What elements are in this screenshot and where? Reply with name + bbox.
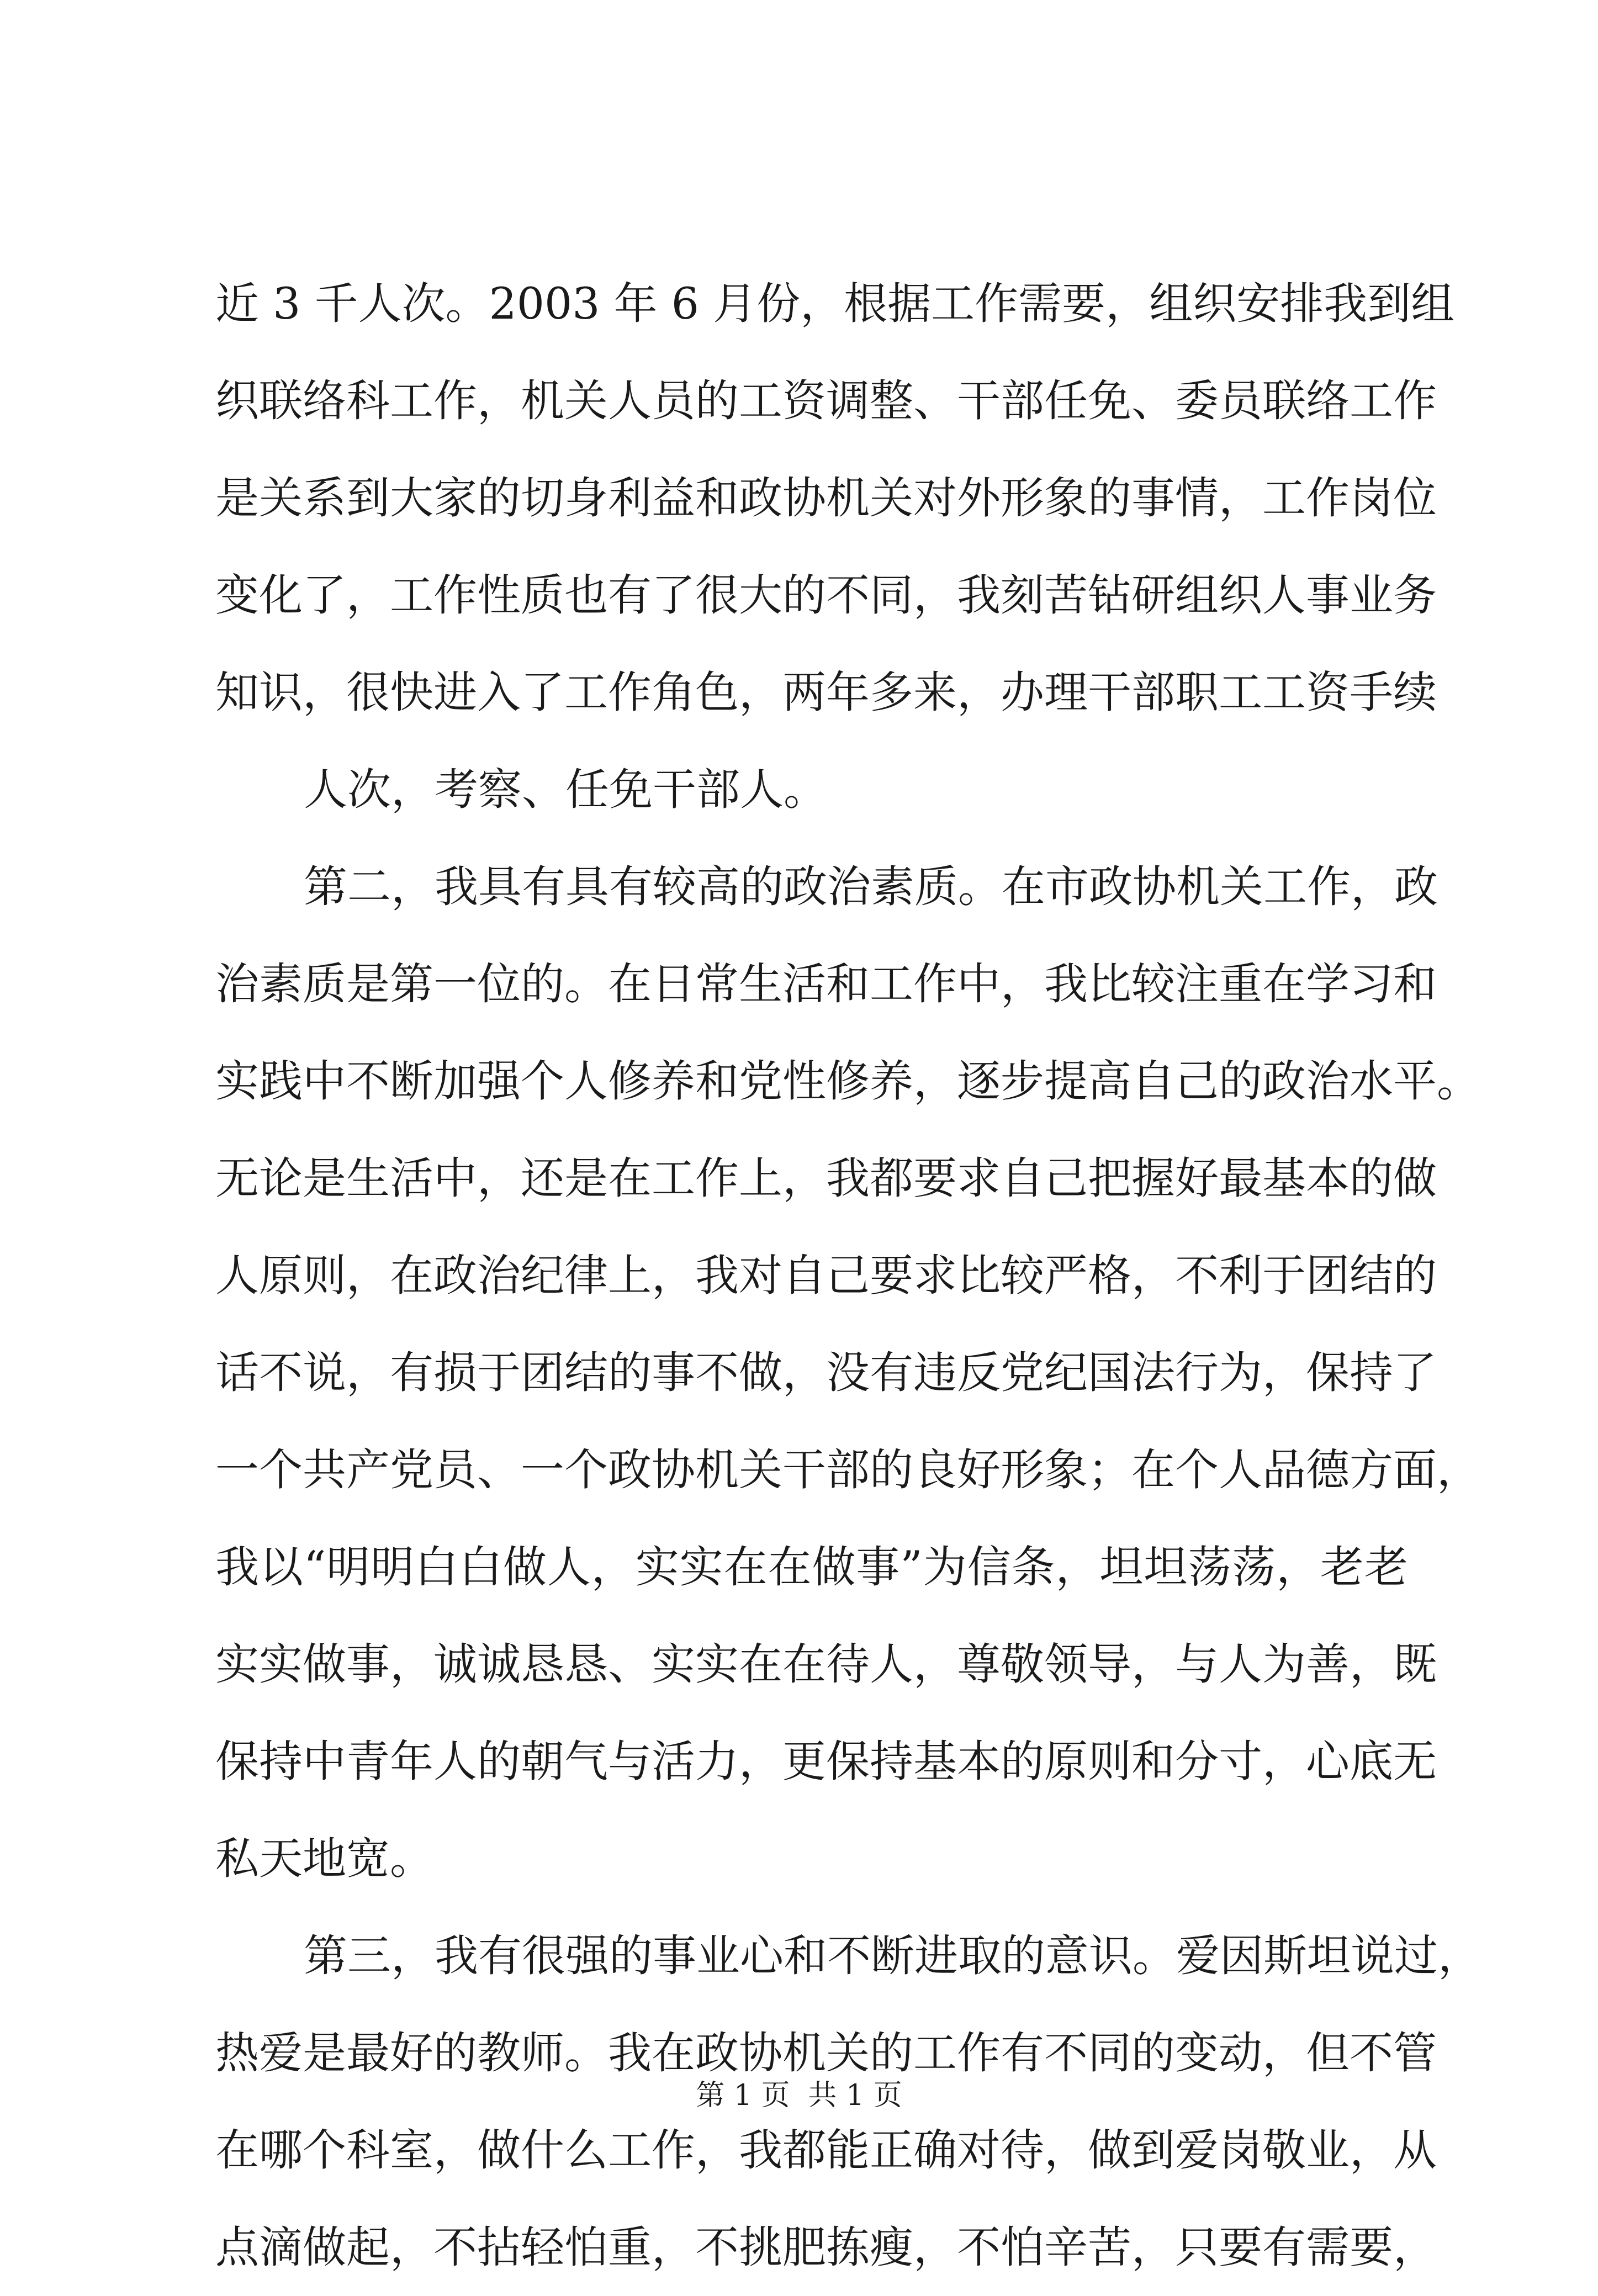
text-line: 第二，我具有具有较高的政治素质。在市政协机关工作，政 bbox=[304, 861, 1438, 912]
page-footer: 第 1 页 共 1 页 bbox=[696, 2079, 902, 2112]
text-line: 第三，我有很强的事业心和不断进取的意识。爱因斯坦说过， bbox=[304, 1930, 1481, 1981]
text-line: 近 3 千人次。2003 年 6 月份，根据工作需要，组织安排我到组 bbox=[215, 278, 1455, 329]
text-line: 织联络科工作，机关人员的工资调整、干部任免、委员联络工作 bbox=[215, 375, 1437, 426]
text-line: 点滴做起，不拈轻怕重，不挑肥拣瘦，不怕辛苦，只要有需要， bbox=[215, 2222, 1437, 2273]
text-line: 无论是生活中，还是在工作上，我都要求自己把握好最基本的做 bbox=[215, 1153, 1437, 1204]
text-line: 在哪个科室，做什么工作，我都能正确对待，做到爱岗敬业，从 bbox=[215, 2125, 1437, 2176]
text-line: 实践中不断加强个人修养和党性修养，逐步提高自己的政治水平。 bbox=[215, 1056, 1480, 1107]
text-line: 话不说，有损于团结的事不做，没有违反党纪国法行为，保持了 bbox=[215, 1347, 1437, 1398]
body-text bbox=[215, 255, 1481, 2296]
text-line: 是关系到大家的切身利益和政协机关对外形象的事情，工作岗位 bbox=[215, 473, 1437, 523]
text-line: 知识，很快进入了工作角色，两年多来，办理干部职工工资手续 bbox=[215, 667, 1437, 718]
text-line: 保持中青年人的朝气与活力，更保持基本的原则和分寸，心底无 bbox=[215, 1736, 1437, 1787]
text-line: 私天地宽。 bbox=[215, 1833, 433, 1884]
text-line: 变化了，工作性质也有了很大的不同，我刻苦钻研组织人事业务 bbox=[215, 570, 1437, 621]
text-line: 人原则，在政治纪律上，我对自己要求比较严格，不利于团结的 bbox=[215, 1250, 1437, 1301]
text-line: 人次，考察、任免干部人。 bbox=[304, 764, 827, 815]
text-line: 一个共产党员、一个政协机关干部的良好形象；在个人品德方面， bbox=[215, 1445, 1480, 1495]
text-line: 我以“明明白白做人，实实在在做事”为信条，坦坦荡荡，老老 bbox=[215, 1542, 1408, 1593]
text-line: 热爱是最好的教师。我在政协机关的工作有不同的变动，但不管 bbox=[215, 2028, 1437, 2078]
text-line: 实实做事，诚诚恳恳、实实在在待人，尊敬领导，与人为善，既 bbox=[215, 1639, 1437, 1690]
text-line: 治素质是第一位的。在日常生活和工作中，我比较注重在学习和 bbox=[215, 959, 1437, 1009]
